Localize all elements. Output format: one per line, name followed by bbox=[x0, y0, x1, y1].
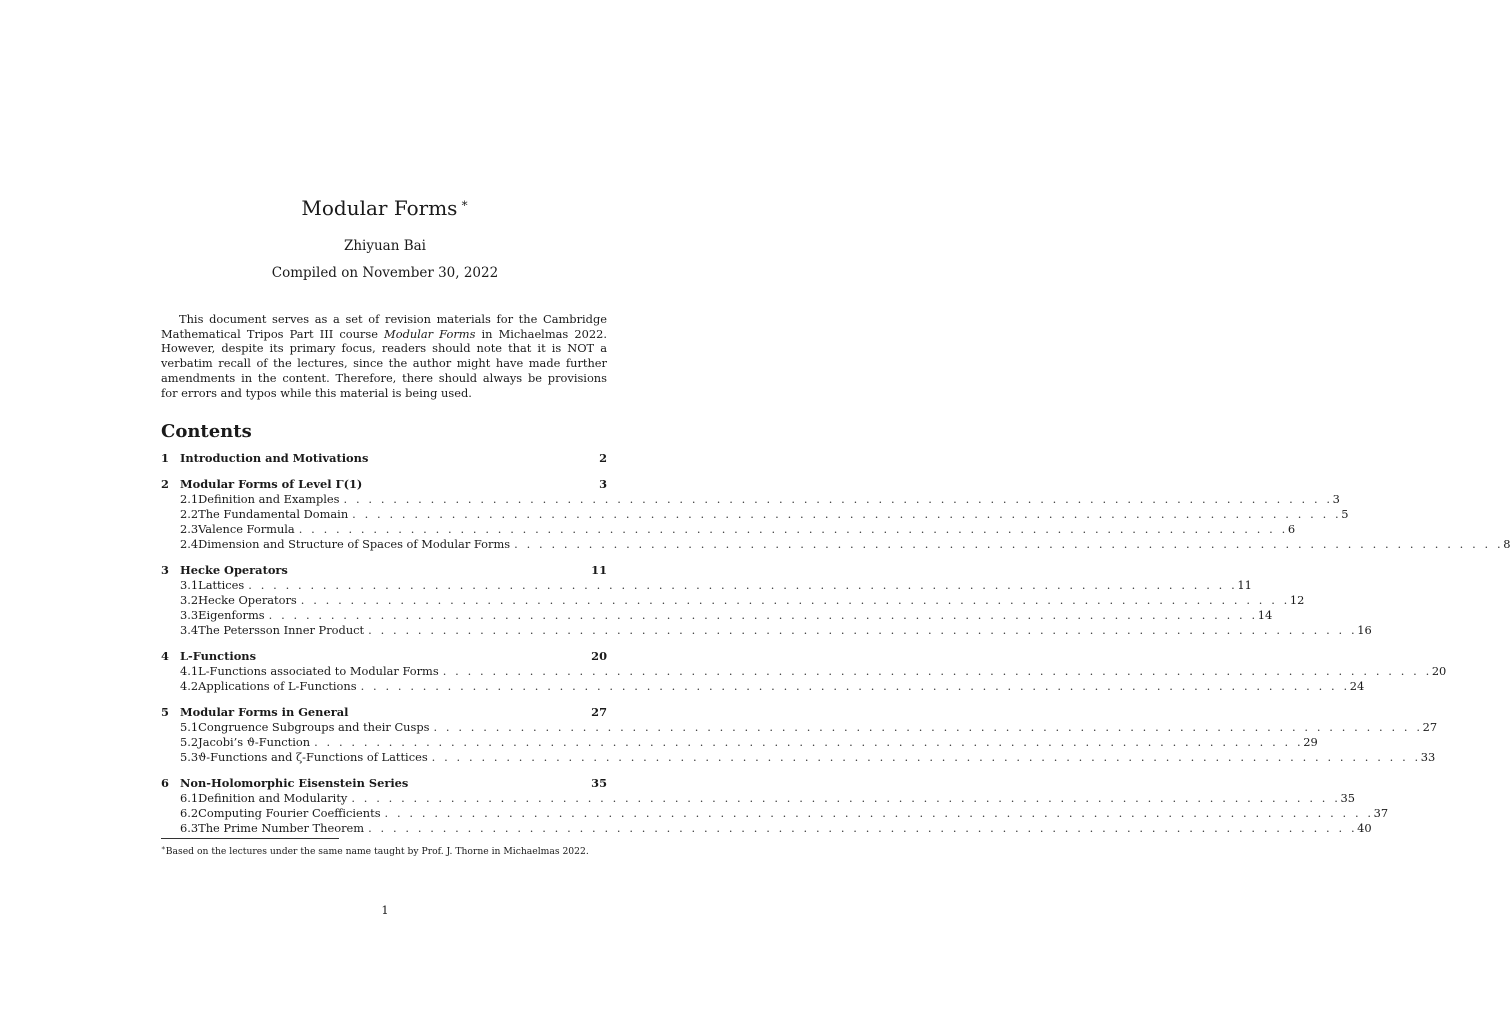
abstract-course-name: Modular Forms bbox=[384, 326, 476, 341]
toc-subsection-title: L-Functions associated to Modular Forms bbox=[198, 664, 439, 678]
toc-subsection-3.3[interactable] bbox=[161, 608, 1273, 623]
toc-subsection-4.1[interactable] bbox=[161, 664, 1447, 679]
toc-subsection-6.2[interactable] bbox=[161, 806, 1389, 821]
toc-subsection-page: 40 bbox=[1357, 821, 1372, 835]
toc-section-3[interactable] bbox=[161, 563, 607, 578]
toc-section-title: L-Functions bbox=[180, 649, 257, 663]
toc-section-number: 4 bbox=[161, 649, 169, 663]
toc-section-2[interactable] bbox=[161, 477, 607, 492]
toc-section-number: 1 bbox=[161, 451, 169, 465]
toc-leader-dots: . . . . . . . . . . . . . . . . . . . . . . . . . . . . . . . . . . . . . . . . . . . . . . . . . . . . . . . . . . . . . . . . . . . . . . . . . . . . . . . . bbox=[248, 578, 1238, 592]
abstract bbox=[161, 312, 607, 400]
toc-section-page: 3 bbox=[599, 477, 607, 491]
toc-subsection-number: 2.2 bbox=[180, 507, 199, 521]
toc-leader-dots: . . . . . . . . . . . . . . . . . . . . . . . . . . . . . . . . . . . . . . . . . . . . . . . . . . . . . . . . . . . . . . . . . . . . . . . . . . . . . . . . bbox=[368, 821, 1358, 835]
toc-subsection-title: Dimension and Structure of Spaces of Modular Forms bbox=[198, 537, 511, 551]
toc-section-number: 6 bbox=[161, 776, 169, 790]
toc-section-number: 3 bbox=[161, 563, 169, 577]
toc-subsection-title: ϑ-Functions and ζ-Functions of Lattices bbox=[198, 750, 428, 764]
toc-subsection-2.2[interactable] bbox=[161, 507, 1349, 522]
toc-subsection-title: Applications of L-Functions bbox=[198, 679, 357, 693]
toc-subsection-title: The Fundamental Domain bbox=[198, 507, 349, 521]
toc-subsection-number: 6.3 bbox=[180, 821, 199, 835]
toc-subsection-number: 2.1 bbox=[180, 492, 199, 506]
toc-subsection-page: 3 bbox=[1332, 492, 1340, 506]
footnote-text: Based on the lectures under the same name taught by Prof. J. Thorne in Michaelmas 2022. bbox=[165, 846, 589, 858]
toc-subsection-title: Congruence Subgroups and their Cusps bbox=[198, 720, 430, 734]
toc-section-title: Non-Holomorphic Eisenstein Series bbox=[180, 776, 409, 790]
footnote-mark: ∗ bbox=[161, 844, 166, 852]
document-title bbox=[0, 196, 770, 220]
toc-subsection-page: 6 bbox=[1287, 522, 1296, 536]
toc-subsection-number: 3.2 bbox=[180, 593, 199, 607]
toc-leader-dots: . . . . . . . . . . . . . . . . . . . . . . . . . . . . . . . . . . . . . . . . . . . . . . . . . . . . . . . . . . . . . . . . . . . . . . . . . . . . . . . . bbox=[298, 522, 1288, 536]
toc-subsection-page: 29 bbox=[1303, 735, 1318, 749]
toc-section-6[interactable] bbox=[161, 776, 607, 791]
toc-leader-dots: . . . . . . . . . . . . . . . . . . . . . . . . . . . . . . . . . . . . . . . . . . . . . . . . . . . . . . . . . . . . . . . . . . . . . . . . . . . . . . . . bbox=[343, 492, 1333, 506]
toc-subsection-4.2[interactable] bbox=[161, 679, 1365, 694]
toc-subsection-title: Computing Fourier Coefficients bbox=[198, 806, 381, 820]
toc-subsection-5.2[interactable] bbox=[161, 735, 1318, 750]
toc-leader-dots: . . . . . . . . . . . . . . . . . . . . . . . . . . . . . . . . . . . . . . . . . . . . . . . . . . . . . . . . . . . . . . . . . . . . . . . . . . . . . . . . bbox=[314, 735, 1304, 749]
toc-subsection-page: 35 bbox=[1340, 791, 1355, 805]
toc-subsection-title: Hecke Operators bbox=[198, 593, 297, 607]
toc-leader-dots: . . . . . . . . . . . . . . . . . . . . . . . . . . . . . . . . . . . . . . . . . . . . . . . . . . . . . . . . . . . . . . . . . . . . . . . . . . . . . . . . bbox=[351, 791, 1341, 805]
toc-section-number: 2 bbox=[161, 477, 169, 491]
title-footnote-mark: ∗ bbox=[460, 196, 469, 211]
toc-subsection-number: 5.2 bbox=[180, 735, 199, 749]
toc-section-number: 5 bbox=[161, 705, 169, 719]
compiled-date: Compiled on November 30, 2022 bbox=[271, 265, 499, 281]
toc-subsection-2.3[interactable] bbox=[161, 522, 1296, 537]
toc-subsection-page: 11 bbox=[1237, 578, 1252, 592]
toc-subsection-page: 8 bbox=[1503, 537, 1510, 551]
toc-section-page: 20 bbox=[591, 649, 607, 663]
toc-subsection-number: 5.1 bbox=[180, 720, 199, 734]
table-of-contents bbox=[161, 451, 1510, 836]
toc-subsection-page: 24 bbox=[1349, 679, 1365, 693]
toc-subsection-title: Definition and Modularity bbox=[198, 791, 348, 805]
toc-subsection-number: 2.3 bbox=[180, 522, 199, 536]
toc-subsection-3.2[interactable] bbox=[161, 593, 1305, 608]
toc-subsection-number: 4.1 bbox=[180, 664, 199, 678]
toc-section-page: 27 bbox=[591, 705, 607, 719]
toc-subsection-title: The Petersson Inner Product bbox=[198, 623, 365, 637]
toc-leader-dots: . . . . . . . . . . . . . . . . . . . . . . . . . . . . . . . . . . . . . . . . . . . . . . . . . . . . . . . . . . . . . . . . . . . . . . . . . . . . . . . . bbox=[384, 806, 1374, 820]
toc-subsection-page: 16 bbox=[1357, 623, 1372, 637]
toc-subsection-6.3[interactable] bbox=[161, 821, 1372, 836]
toc-subsection-page: 20 bbox=[1431, 664, 1447, 678]
toc-subsection-3.1[interactable] bbox=[161, 578, 1252, 593]
toc-subsection-page: 5 bbox=[1341, 507, 1349, 521]
toc-section-1[interactable] bbox=[161, 451, 607, 466]
toc-leader-dots: . . . . . . . . . . . . . . . . . . . . . . . . . . . . . . . . . . . . . . . . . . . . . . . . . . . . . . . . . . . . . . . . . . . . . . . . . . . . . . . . bbox=[352, 507, 1342, 521]
toc-leader-dots: . . . . . . . . . . . . . . . . . . . . . . . . . . . . . . . . . . . . . . . . . . . . . . . . . . . . . . . . . . . . . . . . . . . . . . . . . . . . . . . . bbox=[360, 679, 1350, 693]
toc-subsection-number: 3.4 bbox=[180, 623, 199, 637]
toc-leader-dots: . . . . . . . . . . . . . . . . . . . . . . . . . . . . . . . . . . . . . . . . . . . . . . . . . . . . . . . . . . . . . . . . . . . . . . . . . . . . . . . . bbox=[300, 593, 1290, 607]
toc-subsection-6.1[interactable] bbox=[161, 791, 1355, 806]
page-number: 1 bbox=[381, 903, 389, 917]
toc-section-page: 2 bbox=[599, 451, 607, 465]
footnote-rule bbox=[161, 838, 339, 839]
toc-subsection-page: 33 bbox=[1420, 750, 1436, 764]
toc-subsection-title: Eigenforms bbox=[198, 608, 265, 622]
toc-section-4[interactable] bbox=[161, 649, 607, 664]
author: Zhiyuan Bai bbox=[343, 238, 427, 254]
toc-subsection-2.4[interactable] bbox=[161, 537, 1510, 552]
toc-subsection-title: Valence Formula bbox=[198, 522, 295, 536]
toc-subsection-title: The Prime Number Theorem bbox=[198, 821, 365, 835]
toc-subsection-page: 37 bbox=[1373, 806, 1389, 820]
toc-subsection-title: Lattices bbox=[198, 578, 245, 592]
toc-section-title: Modular Forms in General bbox=[180, 705, 349, 719]
toc-subsection-page: 12 bbox=[1289, 593, 1305, 607]
toc-leader-dots: . . . . . . . . . . . . . . . . . . . . . . . . . . . . . . . . . . . . . . . . . . . . . . . . . . . . . . . . . . . . . . . . . . . . . . . . . . . . . . . . bbox=[268, 608, 1258, 622]
toc-subsection-5.1[interactable] bbox=[161, 720, 1438, 735]
toc-subsection-page: 27 bbox=[1422, 720, 1438, 734]
toc-leader-dots: . . . . . . . . . . . . . . . . . . . . . . . . . . . . . . . . . . . . . . . . . . . . . . . . . . . . . . . . . . . . . . . . . . . . . . . . . . . . . . . . bbox=[442, 664, 1432, 678]
toc-section-5[interactable] bbox=[161, 705, 607, 720]
toc-subsection-number: 6.2 bbox=[180, 806, 199, 820]
toc-section-page: 11 bbox=[591, 563, 607, 577]
toc-leader-dots: . . . . . . . . . . . . . . . . . . . . . . . . . . . . . . . . . . . . . . . . . . . . . . . . . . . . . . . . . . . . . . . . . . . . . . . . . . . . . . . . bbox=[433, 720, 1423, 734]
toc-subsection-3.4[interactable] bbox=[161, 623, 1372, 638]
toc-subsection-number: 3.3 bbox=[180, 608, 199, 622]
footnote bbox=[161, 842, 607, 858]
toc-section-title: Modular Forms of Level Γ(1) bbox=[180, 477, 363, 491]
title-text: Modular Forms bbox=[301, 196, 458, 220]
toc-subsection-number: 6.1 bbox=[180, 791, 199, 805]
toc-section-title: Hecke Operators bbox=[180, 563, 288, 577]
toc-subsection-number: 2.4 bbox=[180, 537, 199, 551]
toc-subsection-number: 5.3 bbox=[180, 750, 199, 764]
toc-subsection-title: Definition and Examples bbox=[198, 492, 340, 506]
toc-leader-dots: . . . . . . . . . . . . . . . . . . . . . . . . . . . . . . . . . . . . . . . . . . . . . . . . . . . . . . . . . . . . . . . . . . . . . . . . . . . . . . . . bbox=[431, 750, 1421, 764]
abstract-part2: in Michaelmas 2022. However, despite its primary focus, readers should note that it is NOT a verbatim recall of the lectures, since the author might have made further amendments in the content. Therefore, there should always be provisions for errors and typos while this material is being used. bbox=[161, 326, 607, 400]
toc-subsection-number: 4.2 bbox=[180, 679, 199, 693]
toc-leader-dots: . . . . . . . . . . . . . . . . . . . . . . . . . . . . . . . . . . . . . . . . . . . . . . . . . . . . . . . . . . . . . . . . . . . . . . . . . . . . . . . . bbox=[514, 537, 1504, 551]
toc-leader-dots: . . . . . . . . . . . . . . . . . . . . . . . . . . . . . . . . . . . . . . . . . . . . . . . . . . . . . . . . . . . . . . . . . . . . . . . . . . . . . . . . bbox=[368, 623, 1358, 637]
abstract-part1: This document serves as a set of revision materials for the Cambridge Mathematical Tripos Part III course bbox=[161, 312, 607, 341]
toc-subsection-page: 14 bbox=[1257, 608, 1273, 622]
toc-section-title: Introduction and Motivations bbox=[180, 451, 369, 465]
toc-subsection-5.3[interactable] bbox=[161, 750, 1436, 765]
toc-subsection-number: 3.1 bbox=[180, 578, 199, 592]
toc-section-page: 35 bbox=[591, 776, 607, 790]
contents-heading: Contents bbox=[161, 421, 252, 442]
toc-subsection-2.1[interactable] bbox=[161, 492, 1340, 507]
toc-subsection-title: Jacobi’s ϑ-Function bbox=[198, 735, 311, 749]
